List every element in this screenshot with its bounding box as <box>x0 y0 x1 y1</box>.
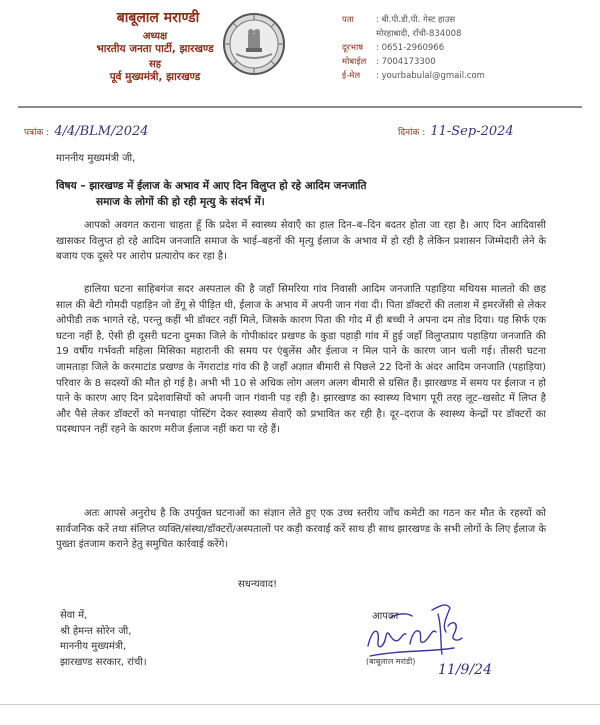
signature-date: 11/9/24 <box>438 662 492 678</box>
contact-address-2 <box>342 28 461 39</box>
contact-value: : 0651-2960966 <box>376 43 445 53</box>
date-label: दिनांक : <box>398 128 426 138</box>
letterhead-name: बाबूलाल मराण्डी <box>116 10 200 26</box>
contact-label: ई-मेल <box>342 71 361 81</box>
subject-line-1: विषय – झारखण्ड में ईलाज के अभाव में आए दिन विलुप्त हो रहे आदिम जनजाति <box>56 180 367 192</box>
closing-thanks: सधन्यवाद! <box>238 579 278 590</box>
reference-number <box>24 120 149 139</box>
paragraph-1: आपको अवगत कराना चाहता हूँ कि प्रदेश में स्वास्थ्य सेवाएँ का हाल दिन–ब–दिन बदतर होता जा रहा है। आए दिन आदिवासी खासकर विलुप्त हो रहे आदिम जनजाति समाज के भाई–बहनों की मृत्यु ईलाज के अभाव में हो रही है लेकिन प्रशासन जिम्मेदारी लेने के बजाय एक दूसरे पर आरोप प्रत्यारोप कर रहा है। <box>56 220 546 263</box>
paragraph-3: अतः आपसे अनुरोध है कि उपर्युक्त घटनाओं का संज्ञान लेते हुए एक उच्च स्तरीय जाँच कमेटी का गठन कर मौत के रहस्यों को सार्वजनिक करें तथा संलिप्त व्यक्ति/संस्था/डॉक्टरों/अस्पतालों पर कड़ी करवाई करें साथ ही साथ झारखण्ड के सभी लोगों के लिए ईलाज के पुख्ता इंतजाम कराने हेतु समुचित कार्रवाई करेंगे। <box>56 508 546 551</box>
reference-label: पत्रांक : <box>24 128 50 138</box>
salutation: माननीय मुख्यमंत्री जी, <box>56 153 136 164</box>
bottom-divider <box>0 704 600 705</box>
signatory-name: (बाबूलाल मरांडी) <box>366 657 416 666</box>
recipient-block <box>60 608 147 670</box>
contact-label: मोबाईल <box>342 57 367 67</box>
recipient-line: सेवा में, <box>60 610 88 621</box>
contact-address <box>342 14 455 25</box>
contact-value: : yourbabulal@gmail.com <box>376 71 485 81</box>
contact-label: दूरभाष <box>342 43 364 53</box>
contact-value: : 7004173300 <box>376 57 436 67</box>
paragraph-2: हालिया घटना साहिबगंज सदर अस्पताल की है जहाँ सिमरिया गांव निवासी आदिम जनजाति पहाड़िया मथियस मालतो की छह साल की बेटी गोमदी पहाड़िन जो डेंगू से पीड़ित थी, ईलाज के अभाव में अपनी जान गंवा दी। पिता डॉक्टरों की तलाश में इमरजेंसी से लेकर ओपीडी तक भागते रहे, परन्तु कहीं भी डॉक्टर नहीं मिले, जिसके कारण पिता की गोद में ही बच्ची ने अपना दम तोड दिया। यह सिर्फ एक घटना नहीं है, ऐसी ही दूसरी घटना दुमका जिले के गोपीकांदर प्रखण्ड के कुडा पहाड़ी गांव में हुई जहाँ विलुप्तप्राय पहाड़िया जनजाति की 19 वर्षीय गर्भवती महिला मिसिका महारानी की समय पर एंबुलेंस और ईलाज न मिल पाने के कारण जान चली गई। तीसरी घटना जामताड़ा जिले के करमाटांड प्रखण्ड के नेंगराटांड गांव की है जहाँ अज्ञात बीमारी से पिछले 22 दिनों के अंदर आदिम जनजाति (पहाड़िया) परिवार के 8 सदस्यों की मौत हो गई है। अभी भी 10 से अधिक लोग अलग अलग बीमारी से ग्रसित हैं। झारखण्ड में समय पर ईलाज न हो पाने के कारण आए दिन प्रदेशवासियों को अपनी जान गंवानी पड़ रही है। झारखण्ड का स्वास्थ्य विभाग पूरी तरह लूट–खसोट में लिप्त है और पैसे लेकर डॉक्टरों को मनचाहा पोस्टिंग देकर स्वास्थ्य सेवाएँ को प्रभावित कर रही है। दूर–दराज के स्वास्थ्य केन्द्रों पर डॉक्टरों का पदस्थापन नहीं रहने के कारण मरीज ईलाज नहीं करा पा रहे हैं। <box>56 284 546 436</box>
contact-value: मोरहाबादी, राँची-834008 <box>376 29 462 39</box>
letterhead-designation: अध्यक्ष <box>142 31 168 42</box>
signature-label: आपका <box>372 611 399 622</box>
subject-line-2: समाज के लोगों की हो रही मृत्यु के संदर्भ में। <box>96 196 265 208</box>
contact-label: पता <box>342 15 354 25</box>
letter-date <box>398 120 514 139</box>
contact-mobile <box>342 56 436 67</box>
reference-value: 4/4/BLM/2024 <box>54 124 149 139</box>
contact-phone <box>342 42 444 53</box>
recipient-line: माननीय मुख्यमंत्री, <box>60 641 127 652</box>
jharkhand-emblem-icon <box>222 10 286 76</box>
recipient-line: झारखण्ड सरकार, रांची। <box>60 656 147 668</box>
letterhead-party: भारतीय जनता पार्टी, झारखण्ड <box>96 43 214 55</box>
date-value: 11-Sep-2024 <box>430 124 514 139</box>
letterhead-with: सह <box>148 59 162 70</box>
letterhead-former: पूर्व मुख्यमंत्री, झारखण्ड <box>109 71 201 83</box>
contact-email <box>342 70 485 81</box>
recipient-line: श्री हेमन्त सोरेन जी, <box>60 625 132 637</box>
letterhead-divider <box>18 106 582 108</box>
contact-value: : बी.पी.डी.पी. गेस्ट हाउस <box>376 15 456 25</box>
